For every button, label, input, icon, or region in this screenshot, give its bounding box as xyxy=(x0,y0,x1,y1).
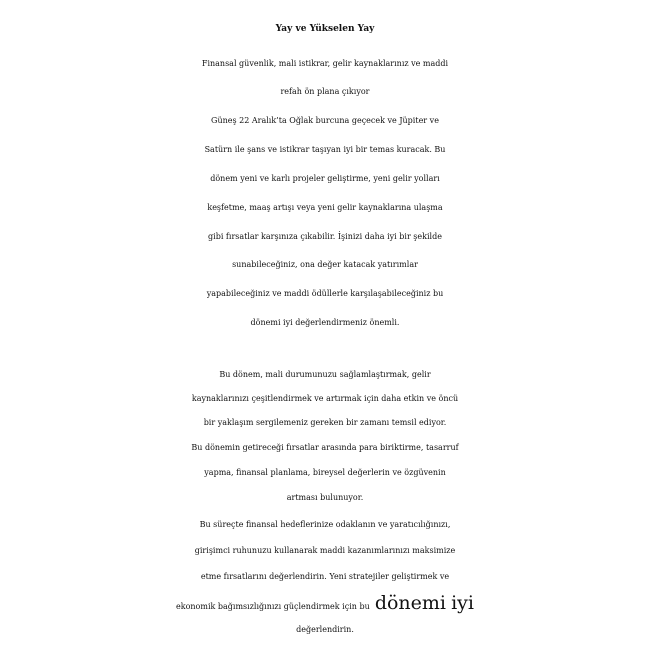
paragraph1-line: sunabileceğiniz, ona değer katacak yatırımlar xyxy=(232,260,418,269)
paragraph2-line: yapma, finansal planlama, bireysel değerlerin ve özgüvenin xyxy=(204,468,446,477)
document-title: Yay ve Yükselen Yay xyxy=(275,24,375,34)
paragraph1-line: dönemi iyi değerlendirmeniz önemli. xyxy=(250,318,400,327)
paragraph1-line: yapabileceğiniz ve maddi ödüllerle karşılaşabileceğiniz bu xyxy=(206,289,444,298)
subtitle-line: Finansal güvenlik, mali istikrar, gelir kaynaklarınız ve maddi xyxy=(201,59,449,68)
paragraph1-line: keşfetme, maaş artışı veya yeni gelir kaynaklarına ulaşma xyxy=(207,203,443,212)
paragraph2-line: Bu süreçte finansal hedeflerinize odaklanın ve yaratıcılığınızı, xyxy=(199,520,451,529)
final-line: değerlendirin. xyxy=(296,625,354,634)
paragraph2-line: Bu dönemin getireceği fırsatlar arasında para biriktirme, tasarruf xyxy=(191,443,459,452)
paragraph2-line: girişimci ruhunuzu kullanarak maddi kazanımlarınızı maksimize xyxy=(194,546,456,555)
paragraph2-line: Bu dönem, mali durumunuzu sağlamlaştırmak, gelir xyxy=(219,370,431,379)
paragraph2-line: kaynaklarınızı çeşitlendirmek ve artırmak için daha etkin ve öncü xyxy=(191,394,459,403)
tail-text-before: ekonomik bağımsızlığınızı güçlendirmek için bu xyxy=(175,602,370,611)
tail-emphasis-word: dönemi xyxy=(374,592,447,614)
paragraph1-line: dönem yeni ve karlı projeler geliştirme, yeni gelir yolları xyxy=(210,174,440,183)
paragraph2-tail-line xyxy=(0,592,650,618)
paragraph2-line: artması bulunuyor. xyxy=(286,493,364,502)
tail-text-after: iyi xyxy=(451,592,474,614)
subtitle-line: refah ön plana çıkıyor xyxy=(280,87,370,96)
paragraph1-line: Satürn ile şans ve istikrar taşıyan iyi bir temas kuracak. Bu xyxy=(204,145,446,154)
paragraph1-line: Güneş 22 Aralık’ta Oğlak burcuna geçecek ve Jüpiter ve xyxy=(211,116,439,125)
paragraph1-line: gibi fırsatlar karşınıza çıkabilir. İşinizi daha iyi bir şekilde xyxy=(208,232,442,241)
paragraph2-line: etme fırsatlarını değerlendirin. Yeni stratejiler geliştirmek ve xyxy=(200,572,450,581)
paragraph2-line: bir yaklaşım sergilemeniz gereken bir zamanı temsil ediyor. xyxy=(203,418,447,427)
